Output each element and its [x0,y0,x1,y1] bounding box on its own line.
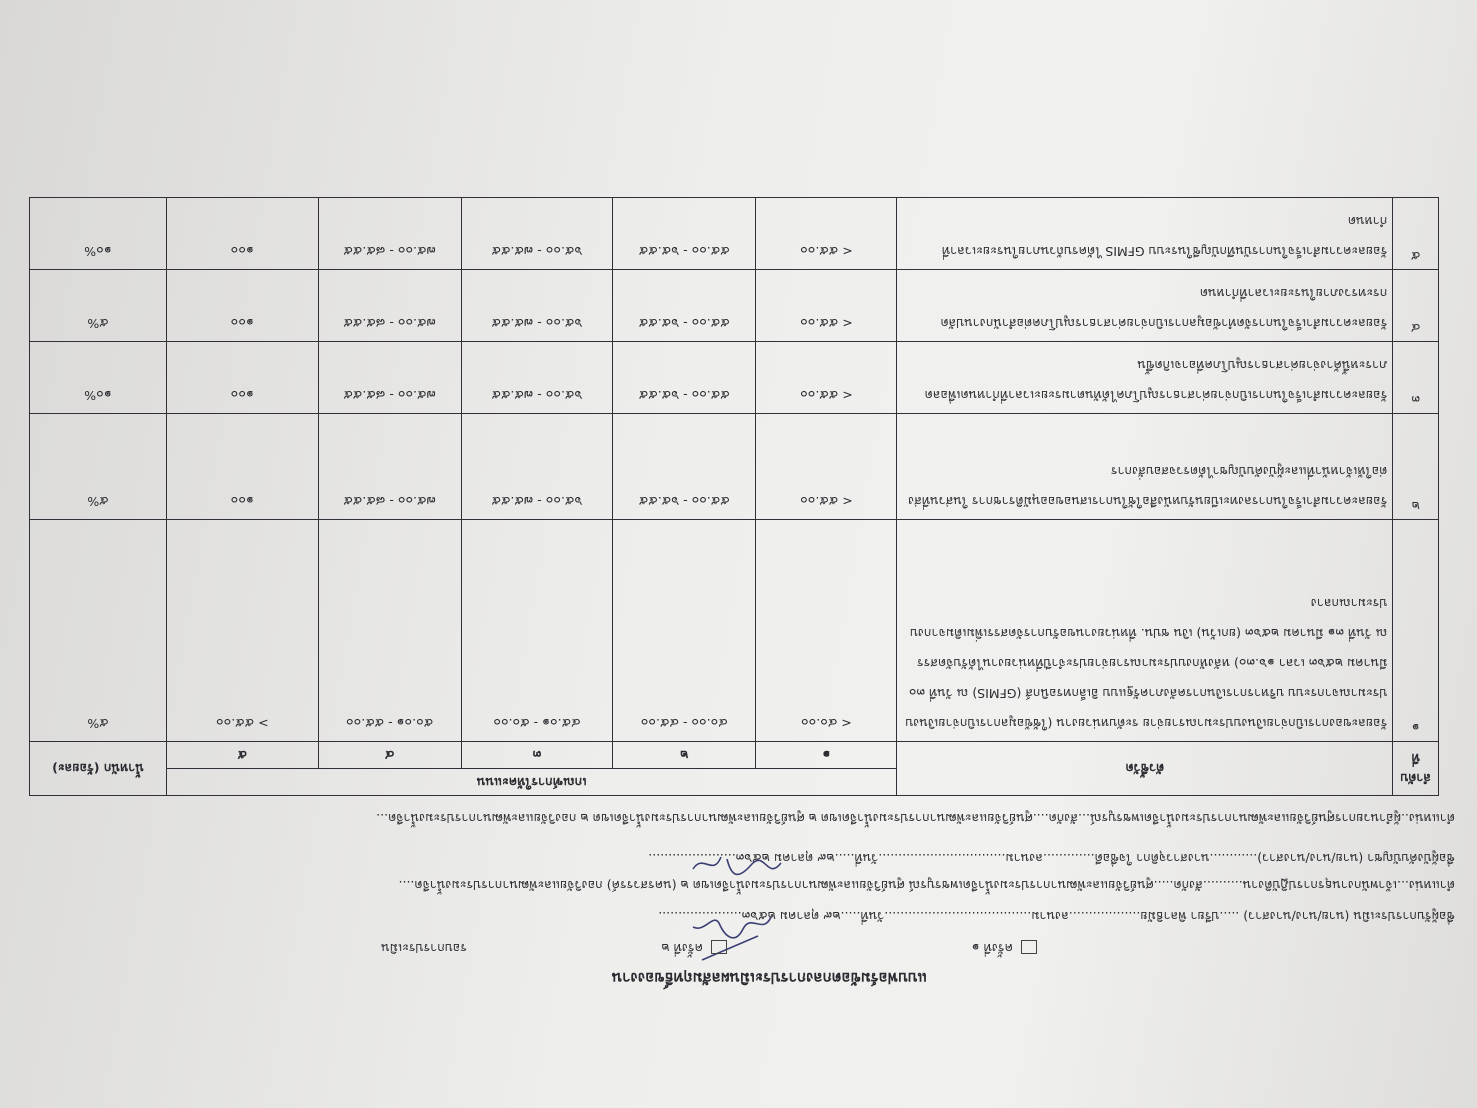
row-level-2: ๕๕.๐๐ - ๖๕.๕๕ [613,198,756,270]
row-indicator: ร้อยละความสำเร็จในการจัดทำข้อมูลการเบิกจ่ายค่าสาธารณูปโภคต่อสำนักงานปลัดกระทรวงภายในระยะเวลาที่กำหนด [897,270,1393,342]
position-line: ตำแหน่ง...เจ้าพนักงานธุรการปฏิบัติงาน..........สังกัด.....ศูนย์วิจัยและพัฒนาการประมงน้ำจืดเพชรบูรณ์ ศูนย์วิจัยและพัฒนาการประมงน้ำจืดเขต ๒ (นครสวรรค์) กองวิจัยและพัฒนาการประมงน้ำจืด.... [398,878,1455,893]
row-weight: ๕% [30,414,167,520]
row-level-2: ๕๕.๐๐ - ๖๕.๕๕ [613,414,756,520]
evaluation-period-label: รอบการประเมิน [381,941,467,956]
col-header-indicator: ตัวชี้วัด [897,742,1393,796]
table-row [30,198,1439,270]
row-level-4: ๗๕.๐๐ - ๘๕.๕๕ [318,342,461,414]
round-1-label [972,938,1037,958]
row-no: ๒ [1393,414,1439,520]
row-level-4: ๗๕.๐๐ - ๘๕.๕๕ [318,198,461,270]
row-level-1: < ๔๐.๐๐ [756,520,897,742]
row-level-1: < ๕๕.๐๐ [756,198,897,270]
row-level-5: ๑๐๐ [167,198,319,270]
row-no: ๓ [1393,342,1439,414]
row-level-4: ๗๕.๐๐ - ๘๕.๕๕ [318,414,461,520]
level-header: ๓ [461,742,612,769]
kpi-table [29,197,1439,796]
row-level-1: < ๕๕.๐๐ [756,414,897,520]
row-weight: ๑๐% [30,198,167,270]
row-weight: ๕% [30,520,167,742]
evaluatee-line: ชื่อผู้รับการประเมิน (นาย/นาง/นางสาว) .....ปรียา พิลาธิมัย..................ลงนาม.....................................วันที่.....๒๙ ตุลาคม ๒๕๖๓..................... [658,909,1455,924]
level-header: ๕ [167,742,319,769]
row-level-1: < ๕๕.๐๐ [756,270,897,342]
document-title: แบบฟอร์มข้อตกลงการประเมินผลสัมฤทธิ์ของงาน [611,969,927,987]
row-level-4: ๕๐.๐๑ - ๕๕.๐๐ [318,520,461,742]
row-level-3: ๖๕.๐๐ - ๗๕.๕๕ [461,414,612,520]
level-header: ๔ [318,742,461,769]
row-level-4: ๗๕.๐๐ - ๘๕.๕๕ [318,270,461,342]
table-row [30,414,1439,520]
row-indicator: ร้อยละความสำเร็จในการบันทึกบัญชีในระบบ GFMIS ได้ครบถ้วนภายในระยะเวลาที่กำหนด [897,198,1393,270]
row-weight: ๑๐% [30,342,167,414]
table-row [30,342,1439,414]
supervisor-position-line: ตำแหน่ง..ผู้อำนวยการศูนย์วิจัยและพัฒนาการประมงน้ำจืดเพชรบูรณ์...สังกัด....ศูนย์วิจัยและพัฒนาการประมงน้ำจืดเขต ๒ ศูนย์วิจัยและพัฒนาการประมงน้ำจืดเขต ๒ กองวิจัยและพัฒนาการประมงน้ำจืด... [376,811,1455,826]
row-level-2: ๕๕.๐๐ - ๖๕.๕๕ [613,270,756,342]
table-header-row [30,769,1439,796]
row-indicator: ร้อยละความสำเร็จในการลงทะเบียนรับหนังสือใช้ในการเสนอขออนุมัติราชการ ในส่วนที่ส่งต่อให้เจ้าหน้าที่และผู้บังคับบัญชาได้ตรวจสอบสั่งการ [897,414,1393,520]
row-indicator: ร้อยละความสำเร็จในการเบิกจ่ายค่าสาธารณูปโภคได้ทันตามระยะเวลาที่กำหนดเพื่อลดภาระหนี้ค้างจ่ายค่าสาธารณูปโภคที่อาจเกิดขึ้น [897,342,1393,414]
row-level-3: ๔๕.๐๑ - ๕๐.๐๐ [461,520,612,742]
table-row [30,270,1439,342]
row-level-3: ๖๕.๐๐ - ๗๕.๕๕ [461,198,612,270]
row-level-5: ๑๐๐ [167,270,319,342]
supervisor-line: ชื่อผู้บังคับบัญชา (นาย/นาง/นางสาว)............นางสาวจุติกา ใจซื่อดี.............ลงนาม................................วันที่.....๒๙ ตุลาคม ๒๕๖๓...................... [648,851,1455,866]
row-indicator: ร้อยละของการเบิกจ่ายเงินงบประมาณรายจ่าย ระดับหน่วยงาน (ใช้ข้อมูลการเบิกจ่ายเงินงบประมาณจากระบบ บริหารการเงินการคลังภาครัฐแบบ อิเล็กทรอนิกส์ (GFMIS) ณ วันที่ ๓๐ มีนาคม ๒๕๖๓ เวลา ๑๖.๓๐) หลังหักงบประมาณรายจ่ายประจำปีที่หน่วยงานได้รับจัดสรร ณ วันที่ ๓๑ มีนาคม ๒๕๖๓ (ยกเว้น) เงิน ชปน. ที่หน่วยงานขอรับการจัดสรรเพิ่มเติมจากงบประมาณกลาง [897,520,1393,742]
row-level-5: ๑๐๐ [167,342,319,414]
col-header-weight: น้ำหนัก (ร้อยละ) [30,742,167,796]
row-level-3: ๖๕.๐๐ - ๗๕.๕๕ [461,342,612,414]
supervisor-signature [687,843,787,883]
row-level-3: ๖๕.๐๐ - ๗๕.๕๕ [461,270,612,342]
row-level-2: ๕๕.๐๐ - ๖๕.๕๕ [613,342,756,414]
level-header: ๒ [613,742,756,769]
level-header: ๑ [756,742,897,769]
evaluatee-signature [687,903,777,943]
round-1-text: ครั้งที่ ๑ [971,941,1014,956]
row-no: ๕ [1393,198,1439,270]
row-level-5: ๑๐๐ [167,414,319,520]
round-1-checkbox[interactable] [1021,941,1037,955]
row-level-2: ๔๐.๐๐ - ๔๕.๐๐ [613,520,756,742]
col-header-no: ลำดับที่ [1393,742,1439,796]
round-2-text: ครั้งที่ ๒ [661,941,704,956]
col-header-criteria: เกณฑ์การให้คะแนน [167,769,897,796]
row-level-5: > ๕๕.๐๐ [167,520,319,742]
row-weight: ๕% [30,270,167,342]
row-level-1: < ๕๕.๐๐ [756,342,897,414]
row-no: ๑ [1393,520,1439,742]
table-row [30,520,1439,742]
row-no: ๔ [1393,270,1439,342]
